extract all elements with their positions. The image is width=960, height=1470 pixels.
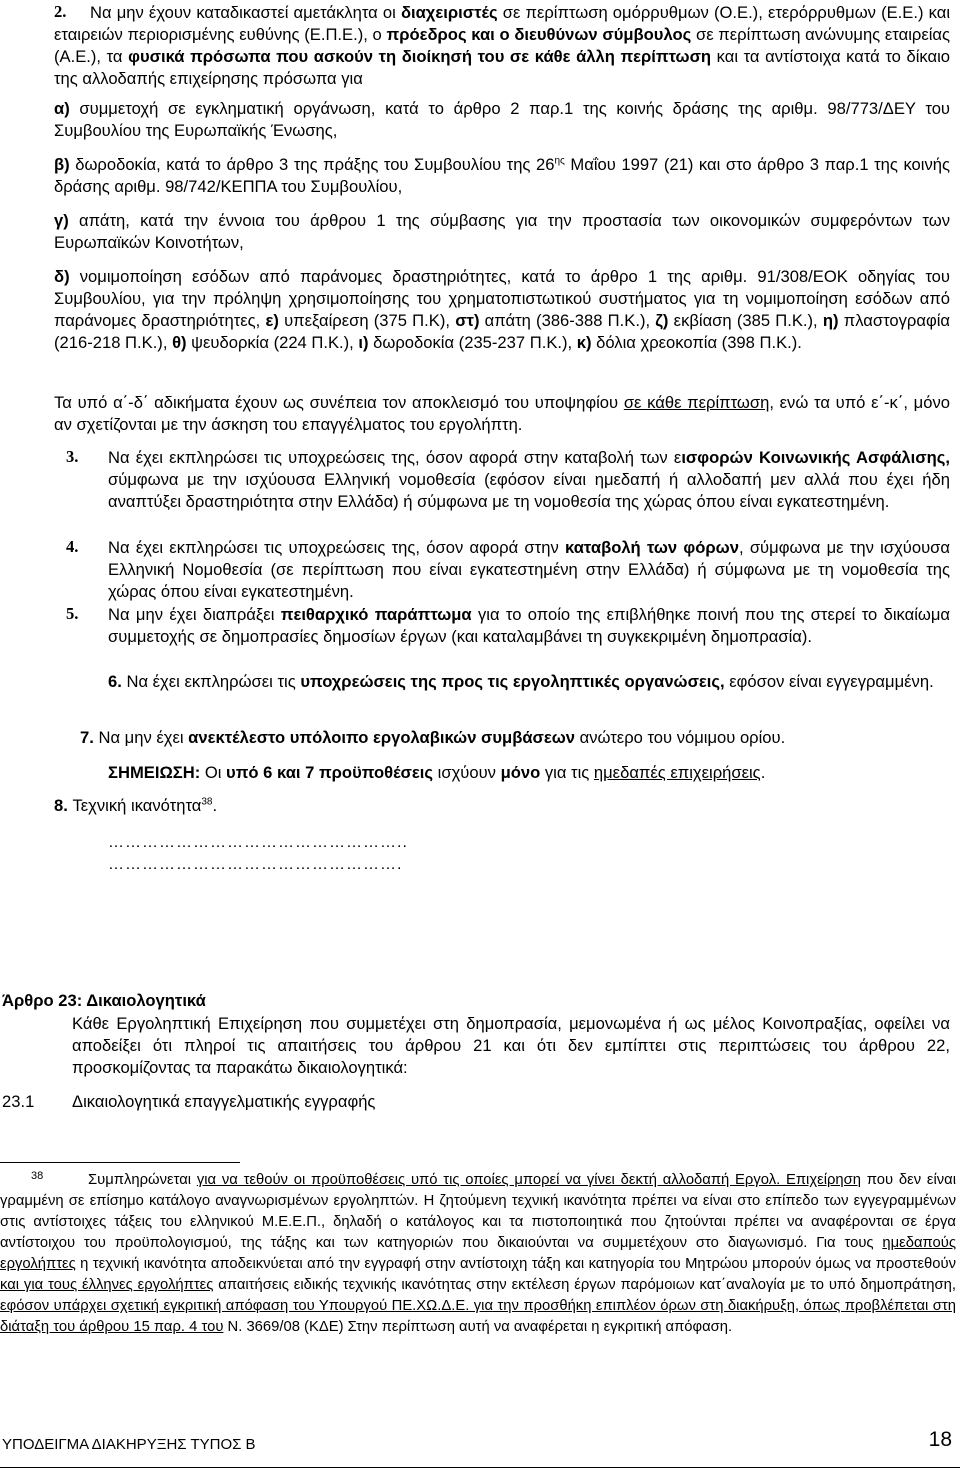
page-number: 18 <box>928 1428 952 1451</box>
footnote-38 <box>0 1170 956 1338</box>
item-3: Να έχει εκπληρώσει τις υποχρεώσεις της, όσον αφορά στην καταβολή των εισφορών Κοινωνικής Ασφάλισης, σύμφωνα με την ισχύουσα Ελληνική νομοθεσία (εφόσον είναι ημεδαπή ή αλλοδαπή μεν αλλά που έχει ήδη αναπτύξει δραστηριότητα στην Ελλάδα) ή σύμφωνα με τη νομοθεσία της χώρας όπου είναι εγκατεστημένη. <box>108 448 950 511</box>
item-5: Να μην έχει διαπράξει πειθαρχικό παράπτωμα για το οποίο της επιβλήθηκε ποινή που της στερεί το δικαίωμα συμμετοχής σε δημοπρασίες δημοσίων έργων (και καταλαμβάνει τη συγκεκριμένη δημοπρασία). <box>108 605 951 646</box>
consequence-paragraph: Τα υπό α΄-δ΄ αδικήματα έχουν ως συνέπεια τον αποκλεισμό του υποψηφίου σε κάθε περίπτωση, ενώ τα υπό ε΄-κ΄, μόνο αν σχετίζονται με την άσκηση του επαγγέλματος του εργολήπτη. <box>54 393 950 434</box>
item-number: 2. <box>54 2 67 21</box>
crime-c: γ) απάτη, κατά την έννοια του άρθρου 1 της σύμβασης για την προστασία των οικονομικών συμφερόντων των Ευρωπαϊκών Κοινοτήτων, <box>54 211 950 252</box>
item-7: 7. Να μην έχει ανεκτέλεστο υπόλοιπο εργολαβικών συμβάσεων ανώτερο του νόμιμου ορίου. <box>80 728 786 747</box>
item-5-number: 5. <box>66 604 79 623</box>
footer-title: ΥΠΟΔΕΙΓΜΑ ΔΙΑΚΗΡΥΞΗΣ ΤΥΠΟΣ Β <box>2 1436 256 1453</box>
item-6: 6. Να έχει εκπληρώσει τις υποχρεώσεις της προς τις εργοληπτικές οργανώσεις, εφόσον είναι εγγεγραμμένη. <box>108 672 934 691</box>
placeholder-dots-2: ……………………………………………. <box>108 856 403 873</box>
item-4: Να έχει εκπληρώσει τις υποχρεώσεις της, όσον αφορά στην καταβολή των φόρων, σύμφωνα με την ισχύουσα Ελληνική Νομοθεσία (σε περίπτωση που είναι εγκατεστημένη στην Ελλάδα) ή σύμφωνα με τη νομοθεσία της χώρας όπου είναι εγκατεστημένη. <box>108 538 950 601</box>
placeholder-dots-1: …………………………………………….. <box>108 834 408 851</box>
footnote-text: Συμπληρώνεται για να τεθούν οι προϋποθέσεις υπό τις οποίες μπορεί να γίνει δεκτή αλλοδαπή Εργολ. Επιχείρηση που δεν είναι γραμμένη σε επίσημο κατάλογο αναγνωρισμένων εργοληπτών. Η ζητούμενη τεχνική ικανότητα πρέπει να είναι στο επίπεδο των εγγεγραμμένων στις αντίστοιχες τάξεις του ελληνικού Μ.Ε.Ε.Π., δηλαδή ο κατάλογος και τα πιστοποιητικά που ζητούνται πρέπει να αναφέρονται σε έργα αντίστοιχου του προϋπολογισμού, της τάξης και των κατηγοριών που δικαιούνται να συμμετέχουν στο διαγωνισμό. Για τους ημεδαπούς εργολήπτες η τεχνική ικανότητα αποδεικνύεται από την εγγραφή στην αντίστοιχη τάξη και κατηγορία του Μητρώου μπορούν όμως να προστεθούν και για τους έλληνες εργολήπτες απαιτήσεις ειδικής τεχνικής ικανότητας στην εκτέλεση έργων παρόμοιων κατ΄αναλογία με το υπό δημοπράτηση, εφόσον υπάρχει σχετική εγκριτική απόφαση του Υπουργού ΠΕ.ΧΩ.Δ.Ε. για την προσθήκη επιπλέον όρων στη διακήρυξη, όπως προβλέπεται στη διάταξη του άρθρου 15 παρ. 4 του Ν. 3669/08 (ΚΔΕ) Στην περίπτωση αυτή να αναφέρεται η εγκριτική απόφαση. <box>0 1172 956 1335</box>
crime-d: δ) νομιμοποίηση εσόδων από παράνομες δραστηριότητες, κατά το άρθρο 1 της αριθμ. 91/308/ΕΟΚ οδηγίας του Συμβουλίου, για την πρόληψη χρησιμοποίησης του χρηματοπιστωτικού συστήματος για τη νομιμοποίηση εσόδων από παράνομες δραστηριότητες, ε) υπεξαίρεση (375 Π.Κ), στ) απάτη (386-388 Π.Κ.), ζ) εκβίαση (385 Π.Κ.), η) πλαστογραφία (216-218 Π.Κ.), θ) ψευδορκία (224 Π.Κ.), ι) δωροδοκία (235-237 Π.Κ.), κ) δόλια χρεοκοπία (398 Π.Κ.). <box>54 267 950 352</box>
crime-b: β) δωροδοκία, κατά το άρθρο 3 της πράξης του Συμβουλίου της $26^{\eta\varsigma}$ Μαΐου 1997 (21) και στο άρθρο 3 παρ.1 της κοινής δράσης αριθμ. 98/742/ΚΕΠΠΑ του Συμβουλίου, <box>54 155 950 196</box>
article-23-text: Κάθε Εργοληπτική Επιχείρηση που συμμετέχει στη δημοπρασία, μεμονωμένα ή ως μέλος Κοινοπραξίας, οφείλει να αποδείξει ότι πληροί τις απαιτήσεις του άρθρου 21 και ότι δεν εμπίπτει στις περιπτώσεις του άρθρου 22, προσκομίζοντας τα παρακάτω δικαιολογητικά: <box>72 1014 950 1077</box>
footnote-separator <box>0 1162 240 1163</box>
item-4-number: 4. <box>66 537 79 556</box>
footnote-number: 38 <box>31 1170 44 1182</box>
item-2-text: Να μην έχουν καταδικαστεί αμετάκλητα οι διαχειριστές σε περίπτωση ομόρρυθμων (Ο.Ε.), ετερόρρυθμων (Ε.Ε.) και εταιρειών περιορισμένης ευθύνης (Ε.Π.Ε.), ο πρόεδρος και ο διευθύνων σύμβουλος σε περίπτωση ανώνυμης εταιρείας (Α.Ε.), τα φυσικά πρόσωπα που ασκούν τη διοίκησή του σε κάθε άλλη περίπτωση και τα αντίστοιχα κατά το δίκαιο της αλλοδαπής επιχείρησης πρόσωπα για <box>54 3 951 88</box>
article-23-heading: Άρθρο 23: Δικαιολογητικά <box>2 991 206 1010</box>
section-23-1-title: Δικαιολογητικά επαγγελματικής εγγραφής <box>72 1092 376 1111</box>
item-8: 8. Τεχνική ικανότητα$^{38}$. <box>54 796 218 815</box>
crime-a: α) συμμετοχή σε εγκληματική οργάνωση, κατά το άρθρο 2 παρ.1 της κοινής δράσης της αριθμ. 98/773/ΔΕΥ του Συμβουλίου της Ευρωπαϊκής Ένωσης, <box>54 99 950 140</box>
note-paragraph: ΣΗΜΕΙΩΣΗ: Οι υπό 6 και 7 προϋποθέσεις ισχύουν μόνο για τις ημεδαπές επιχειρήσεις. <box>108 763 766 782</box>
section-23-1-number: 23.1 <box>2 1092 35 1111</box>
footer-rule <box>0 1467 960 1468</box>
item-3-number: 3. <box>66 447 79 466</box>
